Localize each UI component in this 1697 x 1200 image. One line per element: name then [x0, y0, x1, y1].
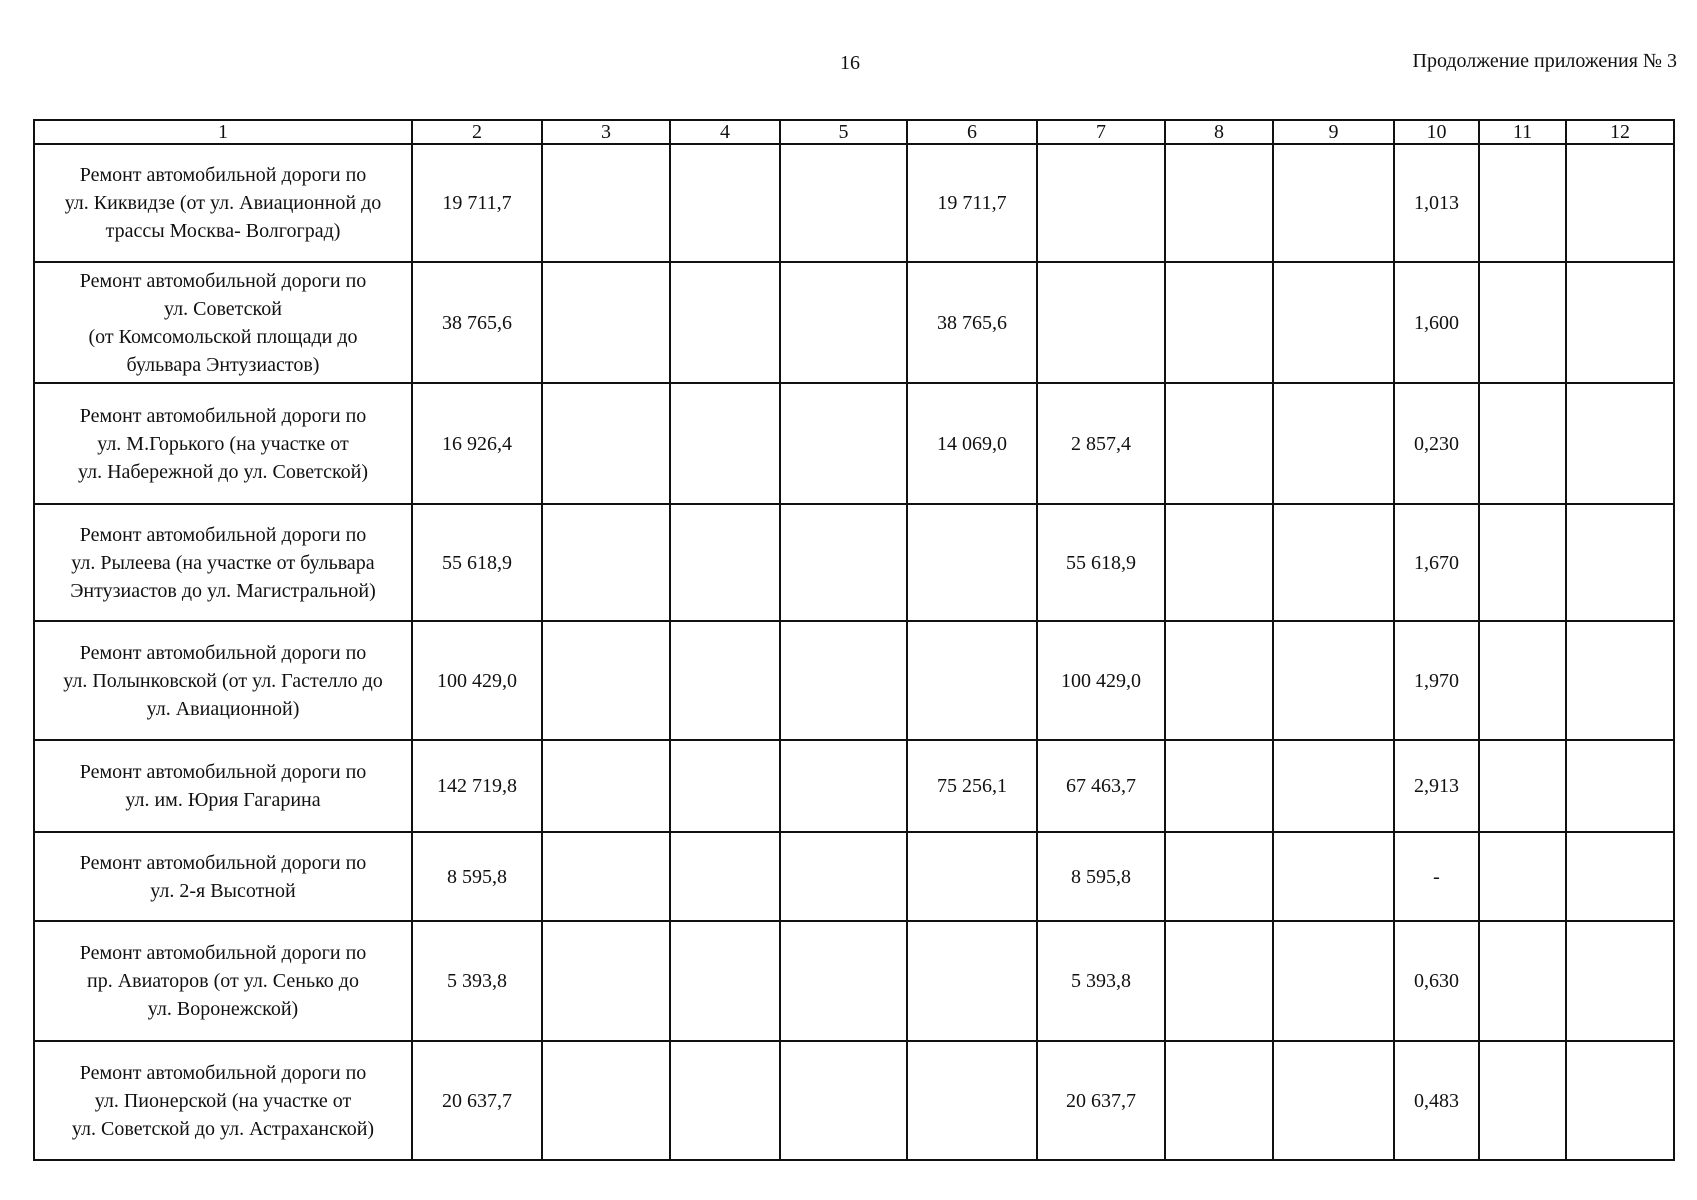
table-cell: 2,913 [1394, 740, 1479, 832]
description-line: Ремонт автомобильной дороги по [79, 404, 367, 427]
table-row [34, 1041, 1674, 1160]
column-header: 10 [1394, 120, 1479, 144]
table-cell [670, 383, 780, 504]
table-cell [1479, 383, 1566, 504]
table-cell [1165, 921, 1273, 1041]
table-cell [1165, 504, 1273, 621]
column-header: 7 [1037, 120, 1165, 144]
row-description [34, 921, 412, 1041]
table-row [34, 832, 1674, 921]
table-cell: 38 765,6 [412, 262, 542, 383]
table-cell [780, 1041, 907, 1160]
table-cell: 67 463,7 [1037, 740, 1165, 832]
annex-title: Продолжение приложения № 3 [1412, 50, 1677, 72]
table-cell: 19 711,7 [412, 144, 542, 262]
table-cell [1165, 383, 1273, 504]
table-cell [1273, 504, 1394, 621]
table-cell [670, 621, 780, 740]
row-description [34, 740, 412, 832]
table-row [34, 383, 1674, 504]
table-cell [1566, 262, 1674, 383]
row-description [34, 621, 412, 740]
table-cell [1479, 921, 1566, 1041]
description-line: Ремонт автомобильной дороги по [79, 761, 367, 783]
table-cell [670, 1041, 780, 1160]
column-header: 11 [1479, 120, 1566, 144]
column-header: 12 [1566, 120, 1674, 144]
column-header: 4 [670, 120, 780, 144]
table-cell [907, 832, 1037, 921]
table-cell [542, 383, 670, 504]
table-cell: 142 719,8 [412, 740, 542, 832]
column-header: 8 [1165, 120, 1273, 144]
table-cell [1165, 144, 1273, 262]
row-description [34, 144, 412, 262]
table-cell: 19 711,7 [907, 144, 1037, 262]
description-line: ул. Советской до ул. Астраханской) [71, 1117, 375, 1140]
row-description [34, 383, 412, 504]
description-line: ул. М.Горького (на участке от [97, 432, 349, 455]
table-cell: 55 618,9 [1037, 504, 1165, 621]
table-cell [542, 1041, 670, 1160]
description-line: (от Комсомольской площади до [88, 325, 358, 348]
description-line: ул. Пионерской (на участке от [94, 1089, 352, 1112]
table-cell [780, 740, 907, 832]
description-line: Ремонт автомобильной дороги по [79, 269, 367, 292]
table-cell [1037, 144, 1165, 262]
table-cell [1273, 1041, 1394, 1160]
row-description [34, 832, 412, 921]
table-row [34, 504, 1674, 621]
table-row [34, 144, 1674, 262]
table-cell: 14 069,0 [907, 383, 1037, 504]
table-cell [670, 144, 780, 262]
table-cell: 38 765,6 [907, 262, 1037, 383]
description-line: ул. им. Юрия Гагарина [125, 789, 321, 811]
table-cell: 2 857,4 [1037, 383, 1165, 504]
table-row [34, 740, 1674, 832]
table-cell [542, 740, 670, 832]
table-cell: 5 393,8 [1037, 921, 1165, 1041]
row-description [34, 262, 412, 383]
column-header: 3 [542, 120, 670, 144]
table-cell [907, 621, 1037, 740]
table-cell [542, 621, 670, 740]
table-cell [1479, 262, 1566, 383]
table-cell [1165, 1041, 1273, 1160]
table-cell [780, 621, 907, 740]
column-header: 2 [412, 120, 542, 144]
row-description [34, 1041, 412, 1160]
table-cell [542, 504, 670, 621]
table-cell [1273, 383, 1394, 504]
table-cell [1479, 832, 1566, 921]
description-line: ул. Воронежской) [147, 998, 299, 1020]
table-cell [670, 832, 780, 921]
table-cell: 55 618,9 [412, 504, 542, 621]
table-cell [1273, 621, 1394, 740]
table-cell: 0,483 [1394, 1041, 1479, 1160]
table-cell: 1,600 [1394, 262, 1479, 383]
table-cell [780, 832, 907, 921]
description-line: Ремонт автомобильной дороги по [79, 523, 367, 546]
table-cell [1165, 832, 1273, 921]
table-cell [780, 504, 907, 621]
table-cell [1165, 621, 1273, 740]
table-cell [1566, 921, 1674, 1041]
table-cell: 8 595,8 [412, 832, 542, 921]
table-cell: 20 637,7 [412, 1041, 542, 1160]
table-cell [780, 921, 907, 1041]
table-row [34, 921, 1674, 1041]
column-header: 9 [1273, 120, 1394, 144]
table-cell: 1,013 [1394, 144, 1479, 262]
table-cell [1273, 921, 1394, 1041]
table-cell [1479, 621, 1566, 740]
table-cell: 8 595,8 [1037, 832, 1165, 921]
table-cell: 5 393,8 [412, 921, 542, 1041]
table-cell [1566, 383, 1674, 504]
description-line: Ремонт автомобильной дороги по [79, 942, 367, 964]
table-cell [542, 262, 670, 383]
description-line: ул. Полынковской (от ул. Гастелло до [63, 669, 383, 692]
description-line: Ремонт автомобильной дороги по [79, 1061, 367, 1084]
table-cell [1273, 740, 1394, 832]
data-table [33, 119, 1675, 1161]
description-line: ул. Киквидзе (от ул. Авиационной до [64, 192, 382, 214]
table-cell [1037, 262, 1165, 383]
description-line: ул. Авиационной) [146, 697, 300, 720]
table-row [34, 621, 1674, 740]
table-cell [907, 504, 1037, 621]
table-cell [1479, 504, 1566, 621]
table-cell [670, 504, 780, 621]
table-cell [1566, 504, 1674, 621]
description-line: ул. Набережной до ул. Советской) [77, 460, 369, 483]
table-cell [1566, 1041, 1674, 1160]
page-number: 16 [840, 52, 860, 74]
table-cell [1165, 740, 1273, 832]
table-cell [542, 921, 670, 1041]
table-cell: 0,630 [1394, 921, 1479, 1041]
table-row [34, 262, 1674, 383]
table-cell [1566, 832, 1674, 921]
table-cell: 20 637,7 [1037, 1041, 1165, 1160]
table-cell [780, 144, 907, 262]
table-cell [780, 262, 907, 383]
description-line: Ремонт автомобильной дороги по [79, 851, 367, 874]
table-cell [670, 262, 780, 383]
column-header: 6 [907, 120, 1037, 144]
table-cell: 16 926,4 [412, 383, 542, 504]
table-cell [1566, 144, 1674, 262]
column-header: 1 [34, 120, 412, 144]
row-description [34, 504, 412, 621]
description-line: Ремонт автомобильной дороги по [79, 641, 367, 664]
description-line: Ремонт автомобильной дороги по [79, 164, 367, 186]
description-line: ул. 2-я Высотной [150, 879, 296, 902]
description-line: ул. Рылеева (на участке от бульвара [71, 551, 375, 574]
table-cell [907, 921, 1037, 1041]
table-cell [1479, 144, 1566, 262]
table-cell [670, 921, 780, 1041]
description-line: трассы Москва- Волгоград) [105, 220, 341, 242]
table-cell: 100 429,0 [412, 621, 542, 740]
description-line: Энтузиастов до ул. Магистральной) [70, 579, 376, 602]
table-cell [907, 1041, 1037, 1160]
table-cell [1165, 262, 1273, 383]
table-cell [542, 832, 670, 921]
header-row [34, 120, 1674, 144]
description-line: пр. Авиаторов (от ул. Сенько до [87, 970, 359, 992]
table-cell [1479, 740, 1566, 832]
table-cell: 0,230 [1394, 383, 1479, 504]
table-cell [1273, 144, 1394, 262]
table-cell [670, 740, 780, 832]
column-header: 5 [780, 120, 907, 144]
table-cell: 1,670 [1394, 504, 1479, 621]
table-cell: 100 429,0 [1037, 621, 1165, 740]
table-cell [1566, 621, 1674, 740]
table-cell [1273, 832, 1394, 921]
description-line: бульвара Энтузиастов) [126, 353, 320, 376]
table-cell: - [1394, 832, 1479, 921]
description-line: ул. Советской [164, 297, 282, 320]
table-cell: 75 256,1 [907, 740, 1037, 832]
table-cell [542, 144, 670, 262]
table-cell [1479, 1041, 1566, 1160]
table-cell: 1,970 [1394, 621, 1479, 740]
table-cell [780, 383, 907, 504]
table-cell [1566, 740, 1674, 832]
table-cell [1273, 262, 1394, 383]
